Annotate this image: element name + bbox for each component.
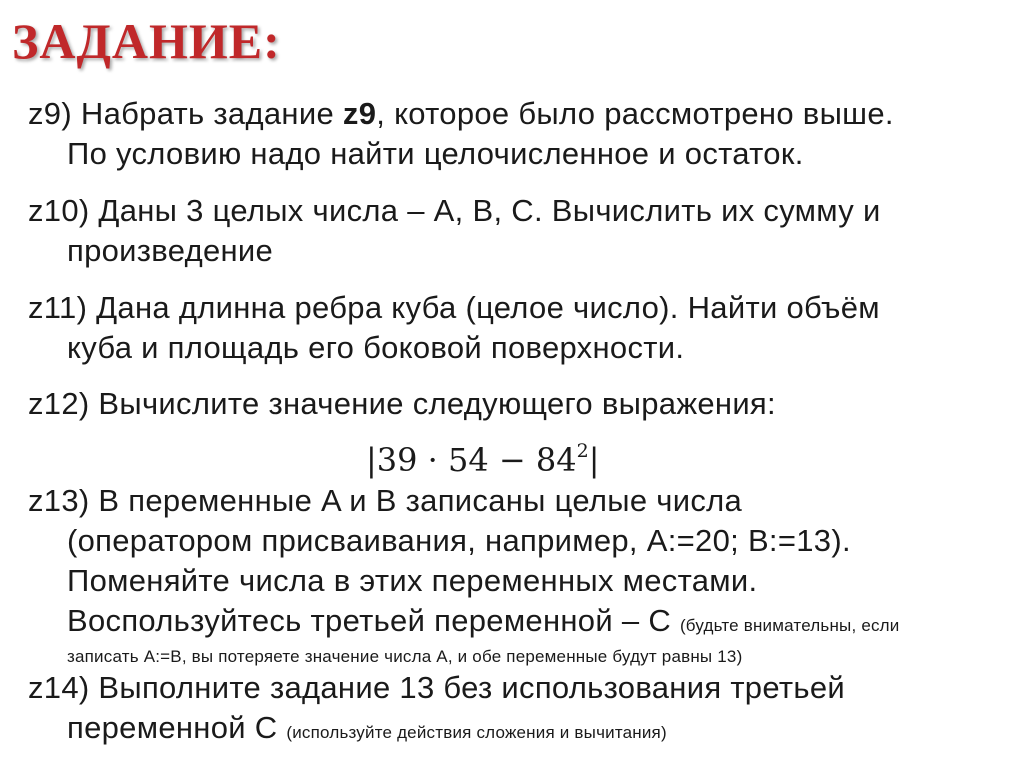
task-z14-line-2: переменной C (используйте действия сложения и вычитания) (67, 710, 667, 745)
task-z13-line-4: Воспользуйтесь третьей переменной – C (будьте внимательны, если (67, 603, 900, 638)
task-z9-line-1: z9) Набрать задание z9, которое было рассмотрено выше. (28, 96, 894, 131)
task-z14-note: (используйте действия сложения и вычитания) (286, 723, 667, 742)
task-z11 (28, 288, 988, 368)
formula-exponent: 2 (576, 440, 589, 462)
task-z13 (28, 481, 988, 668)
task-z10-line-1: z10) Даны 3 целых числа – A, B, C. Вычислить их сумму и (28, 193, 881, 228)
task-z13-line-2: (оператором присваивания, например, A:=20; B:=13). (67, 523, 851, 558)
task-z12-line-1: z12) Вычислите значение следующего выражения: (28, 386, 776, 421)
task-z10 (28, 191, 988, 271)
task-z9 (28, 94, 988, 174)
task-z13-note-a: (будьте внимательны, если (679, 616, 900, 635)
task-z9-bold-ref: z9 (342, 96, 377, 131)
task-z10-line-2: произведение (67, 233, 274, 268)
task-z13-note-b: записать A:=B, вы потеряете значение числа A, и обе переменные будут равны 13) (67, 647, 743, 666)
task-z14 (28, 668, 988, 753)
slide-title: ЗАДАНИЕ: (12, 13, 281, 69)
task-z11-line-1: z11) Дана длинна ребра куба (целое число). Найти объём (28, 290, 880, 325)
task-z14-line-1: z14) Выполните задание 13 без использования третьей (28, 670, 845, 705)
task-z12 (28, 384, 988, 424)
task-z11-line-2: куба и площадь его боковой поверхности. (67, 330, 685, 365)
task-z13-line-1: z13) В переменные A и B записаны целые числа (28, 483, 743, 518)
task-z9-line-2: По условию надо найти целочисленное и остаток. (67, 136, 804, 171)
task-z12-formula: $|39 \cdot 54 - 84^2|$ (366, 440, 600, 479)
task-z13-line-3: Поменяйте числа в этих переменных местами. (67, 563, 758, 598)
